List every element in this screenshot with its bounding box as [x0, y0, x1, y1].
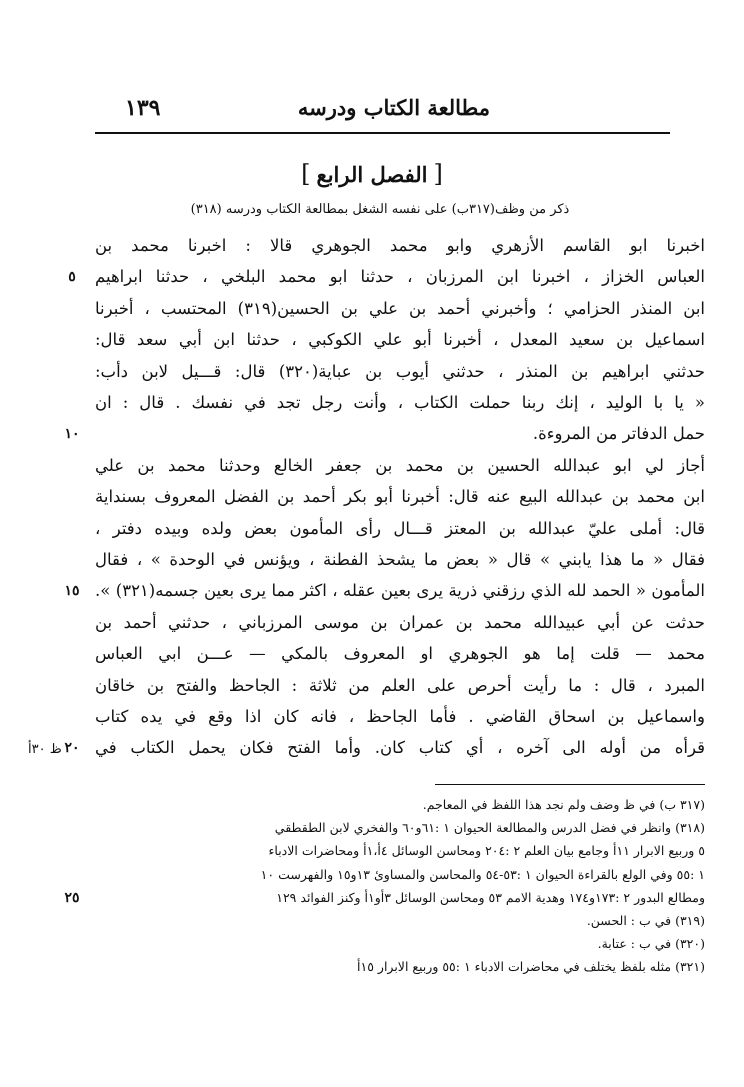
line-number: ١٠	[64, 426, 80, 443]
footnote-line: (٣١٨) وانظر في فضل الدرس والمطالعة الحيوان ١ :٦١و٦٠ والفخري لابن الطقطقي	[274, 820, 705, 836]
text-line: محمد — قلت إما هو الجوهري او المعروف بالمكي — عـــن ابي العباس	[95, 644, 705, 664]
footnote-line: ٥ وربيع الابرار ١١أ وجامع بيان العلم ٢ :٢٠٤ ومحاسن الوسائل ٤أ،١أ ومحاضرات الادباء	[268, 843, 705, 859]
footnote-rule	[435, 784, 705, 785]
header-rule	[95, 132, 670, 134]
footnote-line: (٣٢١) مثله بلفظ يختلف في محاضرات الادباء ١ :٥٥ وربيع الابرار ١٥أ	[357, 959, 705, 975]
text-line: قال: أملى عليّ عبدالله بن المعتز قـــال رأى المأمون بعض ولده وبيده دفتر ،	[95, 518, 705, 538]
bracket-open: [	[433, 160, 443, 188]
text-line: ابن المنذر الحزامي ؛ وأخبرني أحمد بن علي بن الحسين(٣١٩) المحتسب ، أخبرنا	[95, 298, 705, 318]
footnote-line: ومطالع البدور ٢ :١٧٣و١٧٤ وهدية الامم ٥٣ ومحاسن الوسائل ٣أو١أ وكنز الفوائد ١٢٩	[276, 889, 705, 905]
running-header	[95, 95, 670, 129]
text-line: حدثت عن أبي عبيدالله محمد بن عمران بن موسى المرزباني ، حدثني أحمد بن	[95, 612, 705, 632]
text-line: ابن محمد بن عبدالله البيع عنه قال: أخبرنا أبو بكر أحمد بن الفضل المعروف بسنداية	[95, 487, 705, 507]
text-line: حمل الدفاتر من المروءة.	[532, 424, 705, 444]
margin-note: ظ ٣٠أ	[28, 742, 62, 757]
text-line: أجاز لي ابو عبدالله الحسين بن محمد بن جعفر الخالع وحدثنا محمد بن علي	[95, 455, 705, 475]
text-line: حدثني ابراهيم بن المنذر ، حدثني أيوب بن عباية(٣٢٠) قال: قـــيل لابن دأب:	[95, 361, 705, 381]
line-number: ٥	[68, 269, 76, 286]
footnote-line: (٣٢٠) في ب : عتابة.	[597, 936, 705, 952]
line-number: ١٥	[64, 583, 80, 600]
chapter-title: الفصل الرابع	[316, 162, 428, 187]
text-line: قرأه من أوله الى آخره ، أي كتاب كان. وأما الفتح فكان يحمل الكتاب في	[95, 738, 705, 758]
text-line: فقال « ما هذا يابني » قال « بعض ما يشحذ الفطنة ، ويؤنس في الوحدة » ، فقال	[95, 550, 705, 569]
footnote-line: (٣١٩) في ب : الحسن.	[586, 913, 705, 928]
text-line: المأمون « الحمد لله الذي رزقني ذرية يرى بعين عقله ، اكثر مما يرى بعين جسمه(٣٢١) ».	[95, 581, 705, 601]
text-line: المبرد ، قال : ما رأيت أحرص على العلم من ثلاثة : الجاحظ والفتح بن خاقان	[95, 675, 705, 695]
text-line: اخبرنا ابو القاسم الأزهري وابو محمد الجوهري قالا : اخبرنا محمد بن	[95, 236, 705, 255]
text-line: واسماعيل بن اسحاق القاضي . فأما الجاحظ ، فانه كان اذا وقع في يده كتاب	[95, 707, 705, 726]
bracket-close: ]	[301, 160, 311, 188]
running-title: مطالعة الكتاب ودرسه	[297, 95, 490, 120]
text-line: « يا با الوليد ، إنك ربنا حملت الكتاب ، وأنت رجل تجد في نفسك . قال : ان	[95, 393, 705, 412]
chapter-heading	[0, 160, 744, 188]
footnote-line: ١ :٥٥ وفي الولع بالقراءة الحيوان ١ :٥٣-٥٤ والمحاسن والمساوئ ١٣و١٥ والفهرست ١٠	[260, 866, 705, 882]
line-number: ٢٥	[64, 889, 80, 906]
line-number: ٢٠	[64, 740, 80, 757]
text-line: العباس الخزاز ، اخبرنا ابن المرزبان ، حدثنا ابو محمد البلخي ، حدثنا ابراهيم	[95, 267, 705, 287]
chapter-subtitle: ذكر من وظف(٣١٧ب) على نفسه الشغل بمطالعة الكتاب ودرسه (٣١٨)	[190, 202, 570, 217]
page-number: ١٣٩	[125, 95, 161, 121]
text-line: اسماعيل بن سعيد المعدل ، أخبرنا أبو علي الكوكبي ، حدثنا ابن أبي سعد قال:	[95, 330, 705, 350]
footnote-line: (٣١٧ ب) في ظ وضف ولم نجد هذا اللفظ في المعاجم.	[422, 797, 705, 812]
